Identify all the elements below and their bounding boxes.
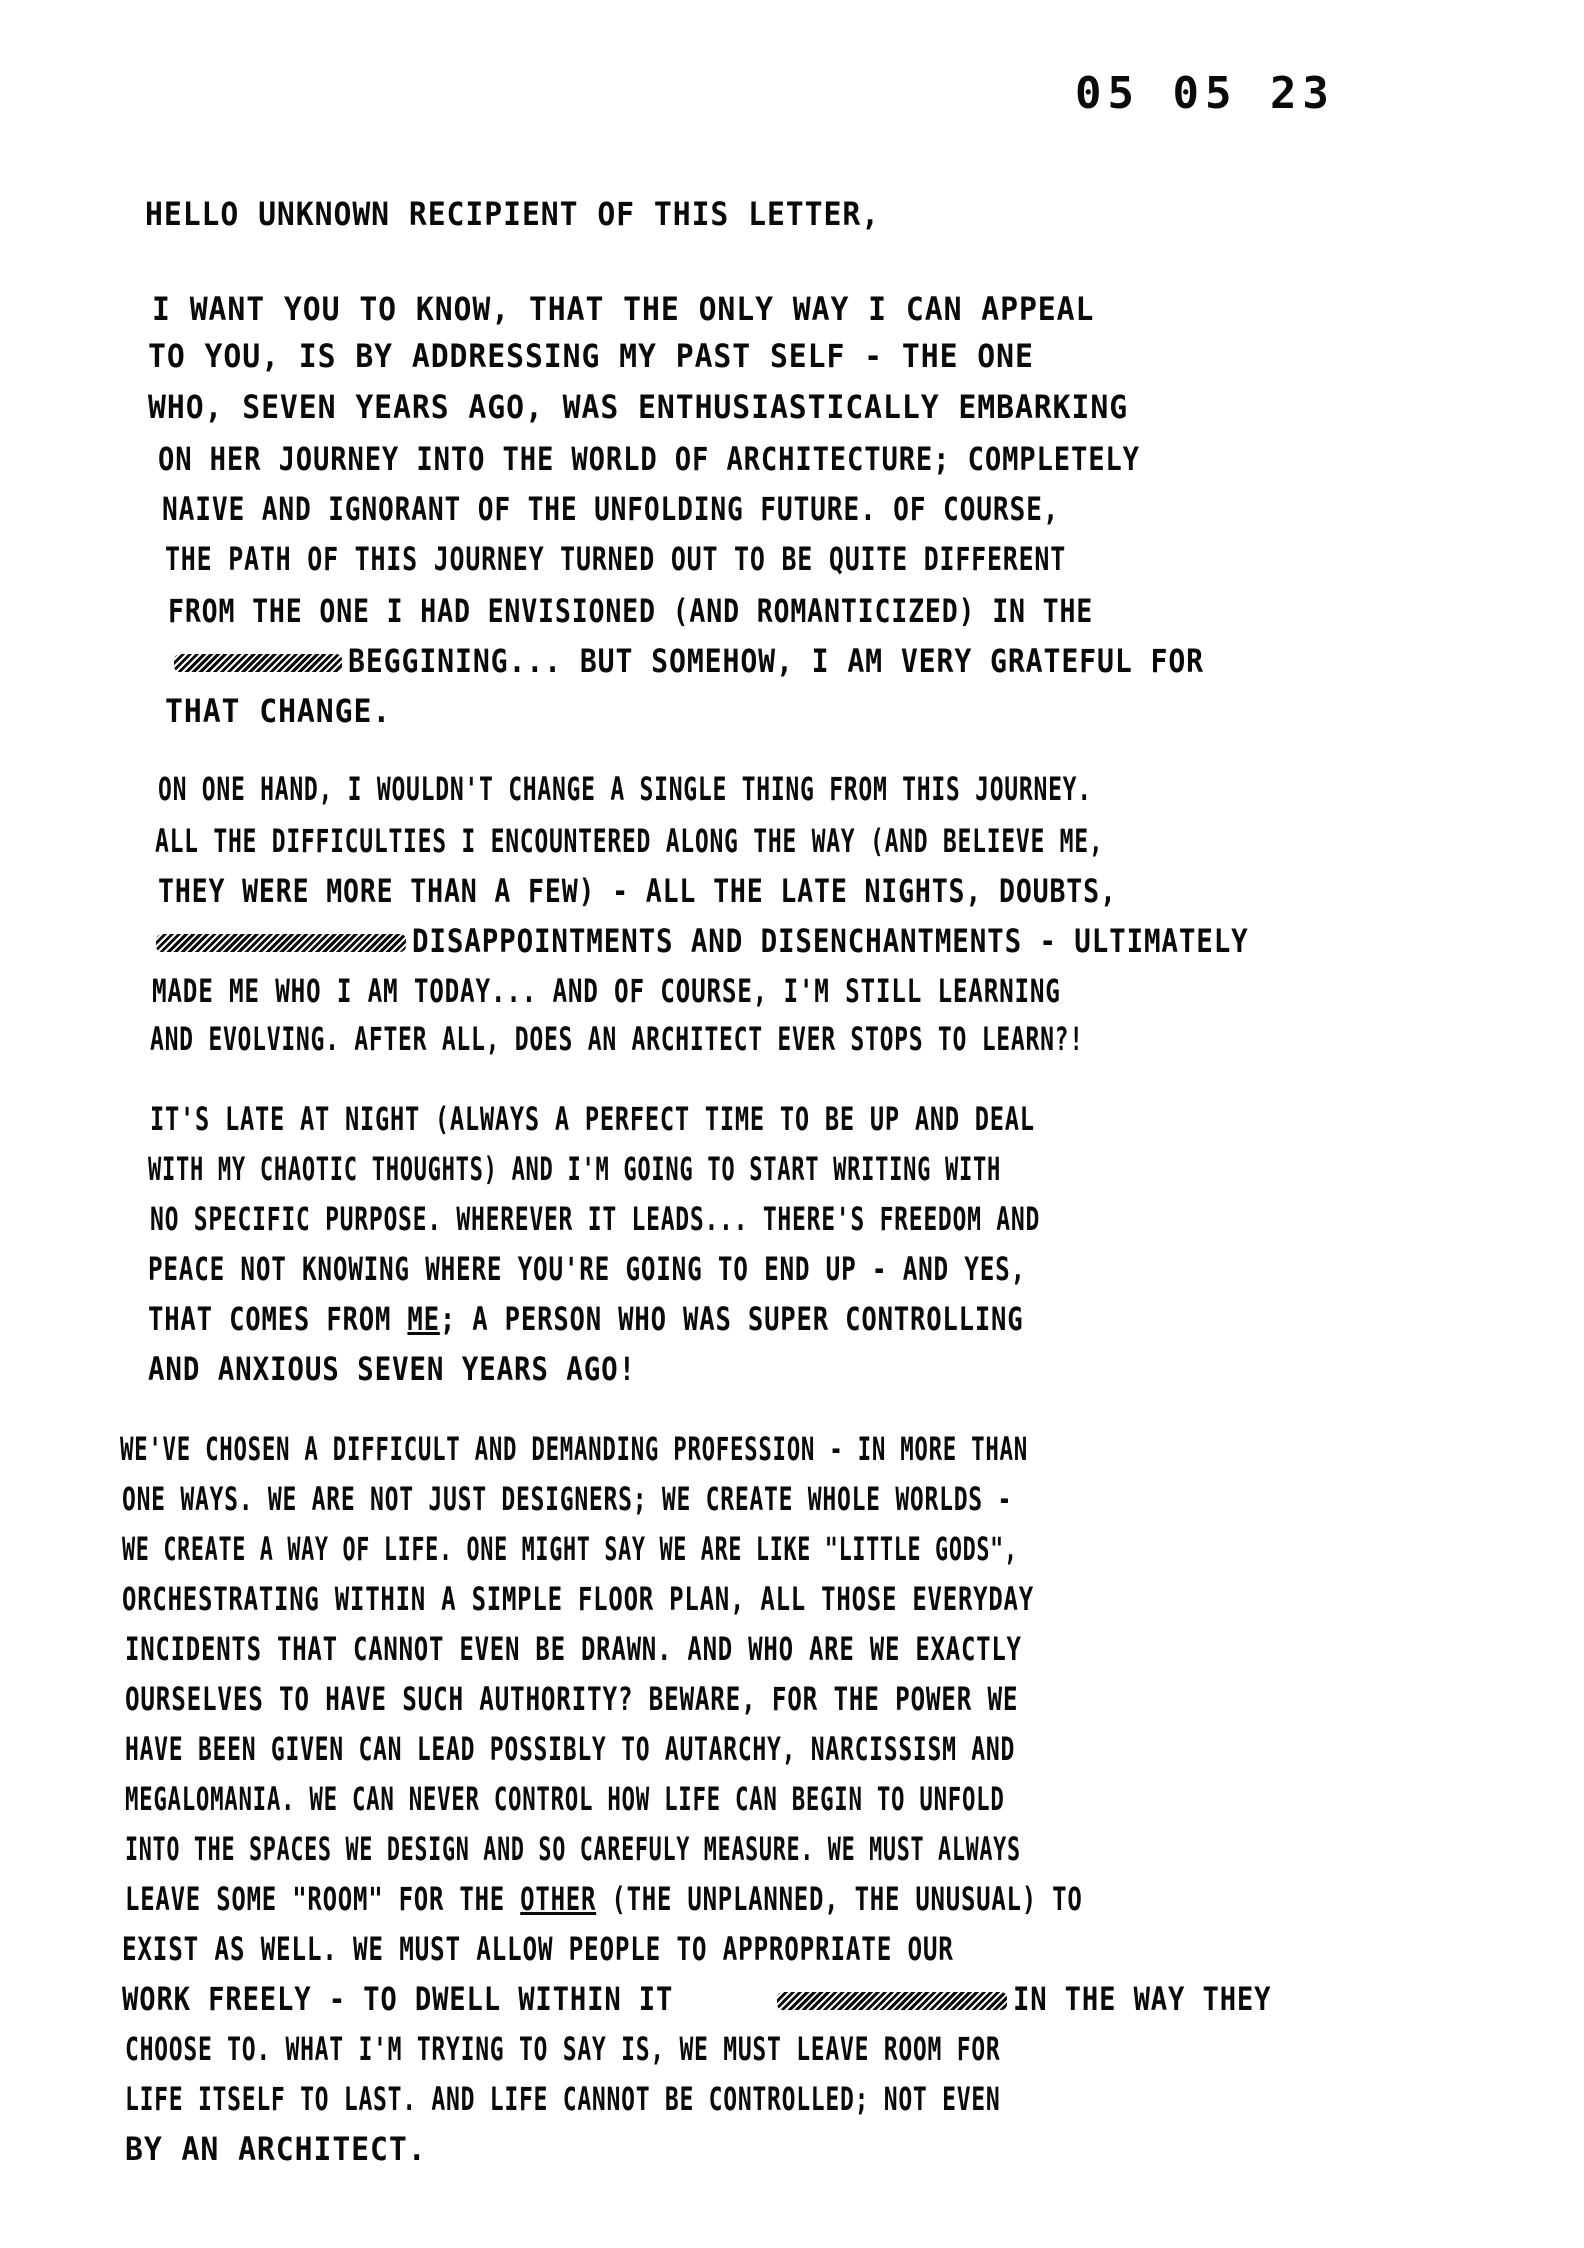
paragraph4-line-3: WE CREATE A WAY OF LIFE. ONE MIGHT SAY WE ARE LIKE "LITTLE GODS", [122,1530,1018,1568]
paragraph4-line-7: HAVE BEEN GIVEN CAN LEAD POSSIBLY TO AUTARCHY, NARCISSISM AND [125,1730,1016,1768]
paragraph1-line-8: BEGGINING... BUT SOMEHOW, I AM VERY GRATEFUL FOR [348,642,1205,680]
paragraph1-line-4: ON HER JOURNEY INTO THE WORLD OF ARCHITECTURE; COMPLETELY [158,440,1140,478]
paragraph1-line-3: WHO, SEVEN YEARS AGO, WAS ENTHUSIASTICALLY EMBARKING [148,388,1129,426]
paragraph4-line-12-wrap [122,1980,1316,2018]
paragraph4-line-15: BY AN ARCHITECT. [125,2130,427,2168]
paragraph4-line-6: OURSELVES TO HAVE SUCH AUTHORITY? BEWARE, FOR THE POWER WE [125,1680,1019,1718]
paragraph1-line-5: NAIVE AND IGNORANT OF THE UNFOLDING FUTURE. OF COURSE, [162,490,1060,528]
paragraph4-line-9: INTO THE SPACES WE DESIGN AND SO CAREFULY MEASURE. WE MUST ALWAYS [125,1830,1021,1868]
paragraph4-emphasis-other: OTHER [520,1880,597,1918]
scribbled-out-word [174,654,342,672]
paragraph4-line-8: MEGALOMANIA. WE CAN NEVER CONTROL HOW LIFE CAN BEGIN TO UNFOLD [125,1780,1005,1818]
paragraph3-line-3: NO SPECIFIC PURPOSE. WHEREVER IT LEADS... THERE'S FREEDOM AND [150,1200,1041,1238]
paragraph3-line-5a: THAT COMES FROM [148,1300,408,1338]
paragraph1-line-2: TO YOU, IS BY ADDRESSING MY PAST SELF - THE ONE [148,337,1034,375]
paragraph4-line-4: ORCHESTRATING WITHIN A SIMPLE FLOOR PLAN, ALL THOSE EVERYDAY [122,1580,1034,1618]
paragraph1-line-1: I WANT YOU TO KNOW, THAT THE ONLY WAY I CAN APPEAL [152,290,1095,328]
paragraph4-line-5: INCIDENTS THAT CANNOT EVEN BE DRAWN. AND WHO ARE WE EXACTLY [125,1630,1022,1668]
paragraph4-line-1: WE'VE CHOSEN A DIFFICULT AND DEMANDING PROFESSION - IN MORE THAN [120,1430,1028,1468]
paragraph4-line-2: ONE WAYS. WE ARE NOT JUST DESIGNERS; WE CREATE WHOLE WORLDS - [122,1480,1013,1518]
paragraph3-line-5b: ; A PERSON WHO WAS SUPER CONTROLLING [439,1300,1024,1338]
scribbled-out-word [156,934,406,952]
letter-greeting: HELLO UNKNOWN RECIPIENT OF THIS LETTER, [145,195,881,233]
paragraph4-line-11: EXIST AS WELL. WE MUST ALLOW PEOPLE TO APPROPRIATE OUR [122,1930,954,1968]
paragraph4-line-12a: WORK FREELY - TO DWELL WITHIN IT [122,1980,674,2018]
paragraph4-line-12b: IN THE WAY THEY [1012,1980,1271,2018]
paragraph4-line-10a: LEAVE SOME "ROOM" FOR THE [125,1880,521,1918]
paragraph2-line-4-wrap [150,922,1385,960]
paragraph2-line-3: THEY WERE MORE THAN A FEW) - ALL THE LATE NIGHTS, DOUBTS, [158,872,1117,910]
paragraph4-line-13: CHOOSE TO. WHAT I'M TRYING TO SAY IS, WE MUST LEAVE ROOM FOR [125,2030,1001,2068]
paragraph2-line-5: MADE ME WHO I AM TODAY... AND OF COURSE, I'M STILL LEARNING [152,972,1061,1010]
paragraph3-line-5-wrap [148,1300,1242,1338]
paragraph4-line-10b: (THE UNPLANNED, THE UNUSUAL) TO [596,1880,1083,1918]
paragraph3-line-6: AND ANXIOUS SEVEN YEARS AGO! [148,1350,636,1388]
paragraph4-line-10-wrap [125,1880,1402,1918]
paragraph2-line-4: DISAPPOINTMENTS AND DISENCHANTMENTS - ULTIMATELY [412,922,1249,960]
paragraph1-line-6: THE PATH OF THIS JOURNEY TURNED OUT TO BE QUITE DIFFERENT [165,540,1067,578]
paragraph2-line-2: ALL THE DIFFICULTIES I ENCOUNTERED ALONG THE WAY (AND BELIEVE ME, [155,822,1104,860]
paragraph1-line-8-wrap [168,642,1321,680]
paragraph3-line-4: PEACE NOT KNOWING WHERE YOU'RE GOING TO END UP - AND YES, [148,1250,1026,1288]
scribbled-out-word [777,1992,1007,2010]
paragraph4-line-14: LIFE ITSELF TO LAST. AND LIFE CANNOT BE CONTROLLED; NOT EVEN [125,2080,1001,2118]
paragraph3-line-1: IT'S LATE AT NIGHT (ALWAYS A PERFECT TIME TO BE UP AND DEAL [150,1100,1035,1138]
paragraph3-line-2: WITH MY CHAOTIC THOUGHTS) AND I'M GOING TO START WRITING WITH [148,1150,1001,1188]
paragraph1-line-7: FROM THE ONE I HAD ENVISIONED (AND ROMANTICIZED) IN THE [168,592,1094,630]
paragraph2-line-6: AND EVOLVING. AFTER ALL, DOES AN ARCHITECT EVER STOPS TO LEARN?! [150,1020,1084,1058]
paragraph3-emphasis-me: ME [407,1300,440,1338]
letter-date: 05 05 23 [1075,68,1335,119]
paragraph2-line-1: ON ONE HAND, I WOULDN'T CHANGE A SINGLE THING FROM THIS JOURNEY. [158,770,1092,808]
paragraph1-line-9: THAT CHANGE. [165,692,392,730]
